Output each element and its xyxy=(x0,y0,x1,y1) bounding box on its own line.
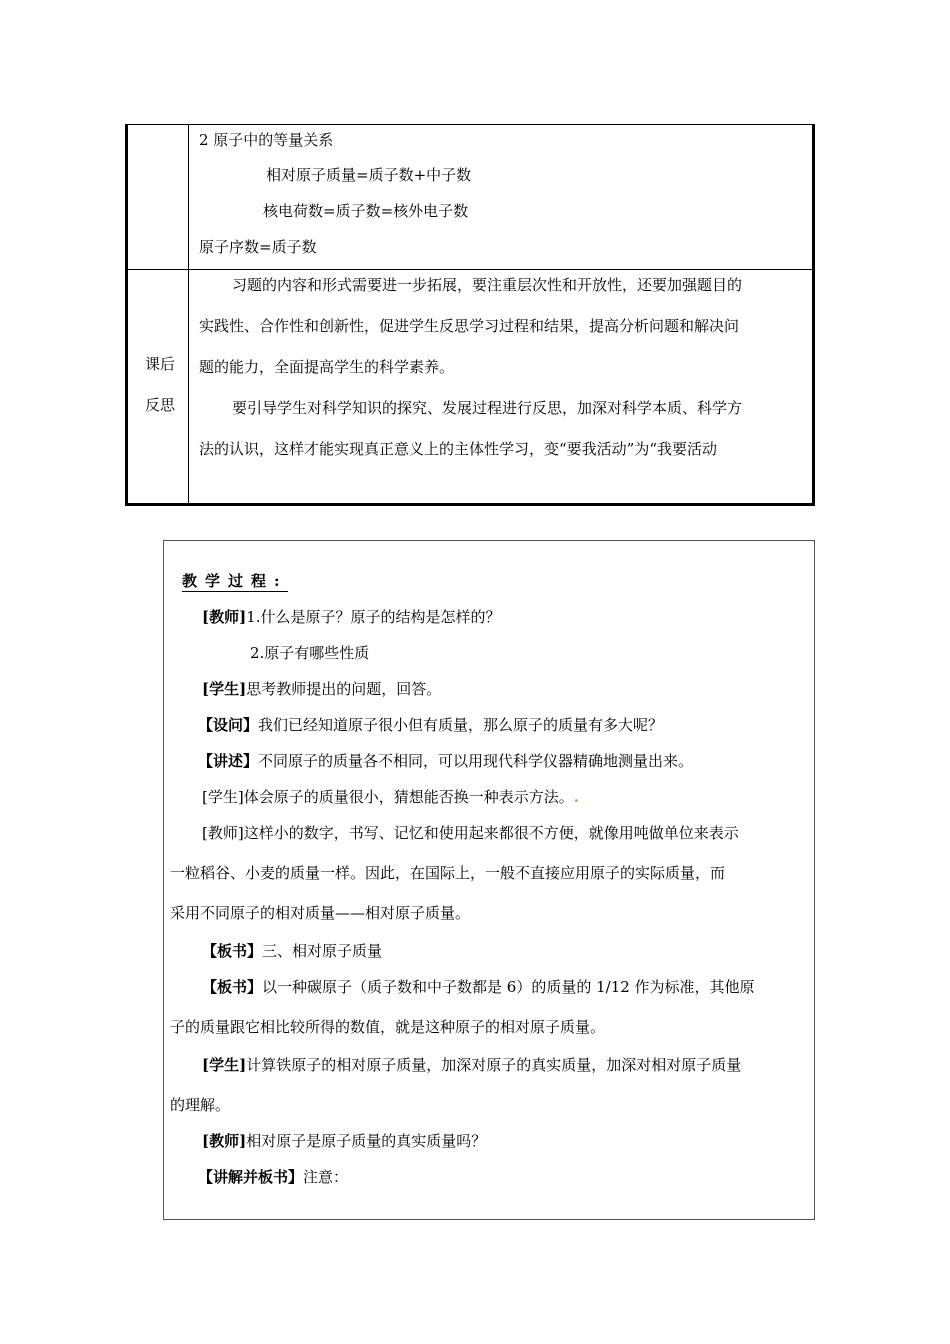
process-line xyxy=(202,679,441,699)
process-line xyxy=(198,1167,348,1187)
process-text: 计算铁原子的相对原子质量，加深对原子的真实质量，加深对相对原子质量 xyxy=(246,1056,742,1074)
process-text: 2.原子有哪些性质 xyxy=(250,644,370,662)
process-line xyxy=(198,751,693,771)
process-text: 我们已经知道原子很小但有质量，那么原子的质量有多大呢？ xyxy=(258,716,664,734)
process-line xyxy=(198,715,663,735)
process-line xyxy=(170,1095,230,1115)
process-text: 的理解。 xyxy=(170,1096,231,1114)
process-text: 1.什么是原子？原子的结构是怎样的？ xyxy=(246,608,501,626)
process-text: 相对原子是原子质量的真实质量吗？ xyxy=(246,1132,487,1150)
speaker-tag: [学生] xyxy=(202,1056,247,1074)
process-text: 采用不同原子的相对质量——相对原子质量。 xyxy=(170,904,471,922)
process-text: 不同原子的质量各不相同，可以用现代科学仪器精确地测量出来。 xyxy=(258,752,694,770)
process-text: 三、相对原子质量 xyxy=(262,942,383,960)
process-line xyxy=(170,903,470,923)
mark-dot: . xyxy=(573,788,579,806)
reflection-line: 要引导学生对科学知识的探究、发展过程进行反思，加深对科学本质、科学方 xyxy=(232,399,743,417)
speaker-tag: [教师] xyxy=(202,1132,247,1150)
speaker-tag: [教师] xyxy=(202,824,244,842)
speaker-tag: 【板书】 xyxy=(202,942,263,960)
reflection-label-2: 反思 xyxy=(144,396,175,414)
speaker-tag: 【讲解并板书】 xyxy=(198,1168,304,1186)
relation-line-number: 原子序数=质子数 xyxy=(199,238,317,256)
speaker-tag: [学生] xyxy=(202,788,244,806)
speaker-tag: 【板书】 xyxy=(202,978,263,996)
speaker-tag: 【设问】 xyxy=(198,716,259,734)
process-text: 一粒稻谷、小麦的质量一样。因此，在国际上，一般不直接应用原子的实际质量，而 xyxy=(170,864,726,882)
process-text: 思考教师提出的问题，回答。 xyxy=(246,680,442,698)
process-line xyxy=(202,1131,486,1151)
speaker-tag: 【讲述】 xyxy=(198,752,259,770)
process-text: 这样小的数字，书写、记忆和使用起来都很不方便，就像用吨做单位来表示 xyxy=(243,824,739,842)
table-column-divider xyxy=(188,125,189,503)
process-line xyxy=(170,1017,605,1037)
relations-title: 2 原子中的等量关系 xyxy=(199,131,334,149)
process-text: 子的质量跟它相比较所得的数值，就是这种原子的相对原子质量。 xyxy=(170,1018,606,1036)
process-line xyxy=(202,787,579,807)
reflection-label-1: 课后 xyxy=(144,355,175,373)
process-text: 注意： xyxy=(303,1168,349,1186)
reflection-line: 习题的内容和形式需要进一步拓展，要注重层次性和开放性，还要加强题目的 xyxy=(232,276,743,294)
table-row-divider xyxy=(128,269,812,270)
relation-line-charge: 核电荷数=质子数=核外电子数 xyxy=(263,202,469,220)
relation-line-mass: 相对原子质量=质子数+中子数 xyxy=(266,166,472,184)
process-heading: 教学过程: xyxy=(182,572,288,590)
process-line xyxy=(202,1055,741,1075)
reflection-line: 题的能力，全面提高学生的科学素养。 xyxy=(199,358,455,376)
process-line xyxy=(202,977,755,997)
reflection-line: 法的认识，这样才能实现真正意义上的主体性学习，变“要我活动”为“我要活动 xyxy=(199,440,718,458)
process-line xyxy=(170,863,725,883)
process-line xyxy=(202,941,382,961)
reflection-line: 实践性、合作性和创新性，促进学生反思学习过程和结果，提高分析问题和解决问 xyxy=(199,317,740,335)
teaching-process-box xyxy=(163,540,815,1220)
process-line xyxy=(202,823,739,843)
process-line xyxy=(250,643,369,663)
process-line xyxy=(202,607,501,627)
speaker-tag: [教师] xyxy=(202,608,247,626)
reflection-table xyxy=(125,124,815,506)
process-text: 体会原子的质量很小，猜想能否换一种表示方法。 xyxy=(243,788,574,806)
process-text: 以一种碳原子（质子数和中子数都是 6）的质量的 1/12 作为标准，其他原 xyxy=(262,978,755,996)
speaker-tag: [学生] xyxy=(202,680,247,698)
